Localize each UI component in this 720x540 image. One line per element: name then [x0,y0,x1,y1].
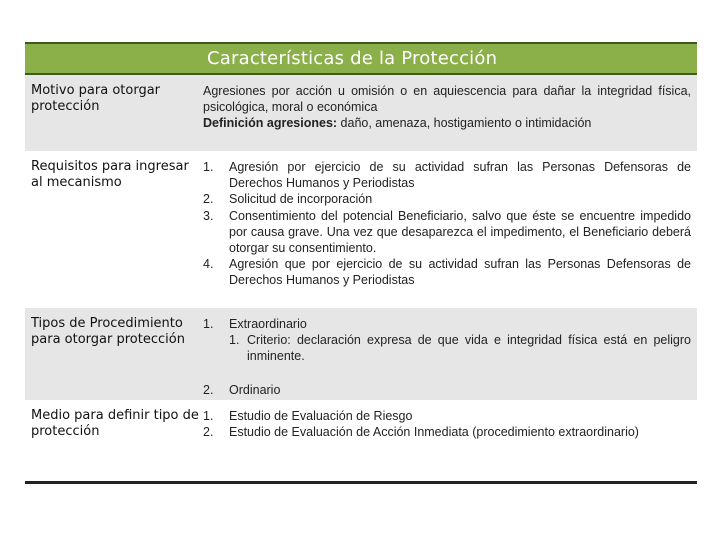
row-medio [25,400,697,475]
item-number: 1. [229,333,240,348]
row-tipos [25,308,697,400]
row-label: Motivo para otorgar protección [31,83,161,114]
motivo-text: Agresiones por acción u omisión o en aquiescencia para dañar la integridad física, psicológica, moral o económica [203,84,691,115]
item-text: Criterio: declaración expresa de que vida e integridad física está en peligro inminente. [247,333,691,364]
list-item [203,191,691,207]
item-number: 4. [203,257,214,272]
item-number: 1. [203,160,214,174]
item-number: 2. [203,425,214,440]
list-item [203,316,691,332]
row-label: Tipos de Procedimiento para otorgar protección [31,316,185,347]
tipos-sublist [213,332,691,364]
protection-table [25,42,697,475]
item-text: Extraordinario [229,317,307,331]
tipos-list [203,316,691,332]
item-number: 3. [203,208,214,223]
row-content [200,308,697,400]
row-content [200,400,697,475]
item-number: 1. [203,317,214,331]
item-text: Consentimiento del potencial Beneficiario, salvo que éste se encuentre impedido por causa grave. Una vez que desaparezca el impedimento, el Beneficiario deberá otorgar su consentimiento. [229,208,691,256]
item-number: 2. [203,382,214,397]
bottom-rule [25,481,697,484]
item-number: 1. [203,409,214,423]
table-header [25,42,697,75]
list-item [213,332,691,364]
row-label: Requisitos para ingresar al mecanismo [31,159,189,190]
list-item [203,256,691,288]
item-text: Ordinario [229,382,281,397]
medio-list [203,408,691,440]
tipos-list-2 [203,382,691,398]
list-item [203,208,691,257]
list-item [203,159,691,191]
item-number: 2. [203,192,214,207]
table-title: Características de la Protección [207,48,498,69]
item-text: Estudio de Evaluación de Riesgo [229,409,413,423]
list-item [203,408,691,424]
item-text: Agresión que por ejercicio de su actividad sufran las Personas Defensoras de Derechos Humanos y Periodistas [229,257,691,288]
row-content [200,151,697,308]
item-text: Agresión por ejercicio de su actividad sufran las Personas Defensoras de Derechos Humanos y Periodistas [229,160,691,191]
row-content [200,75,697,151]
list-item [203,382,691,398]
list-item [203,424,691,440]
row-requisitos [25,151,697,308]
row-motivo [25,75,697,151]
item-text: Solicitud de incorporación [229,192,373,207]
requisitos-list [203,159,691,289]
row-label: Medio para definir tipo de protección [31,408,199,439]
item-text: Estudio de Evaluación de Acción Inmediata (procedimiento extraordinario) [229,425,639,440]
definition-label: Definición agresiones: [203,116,338,131]
definition-text: daño, amenaza, hostigamiento o intimidación [337,116,592,131]
